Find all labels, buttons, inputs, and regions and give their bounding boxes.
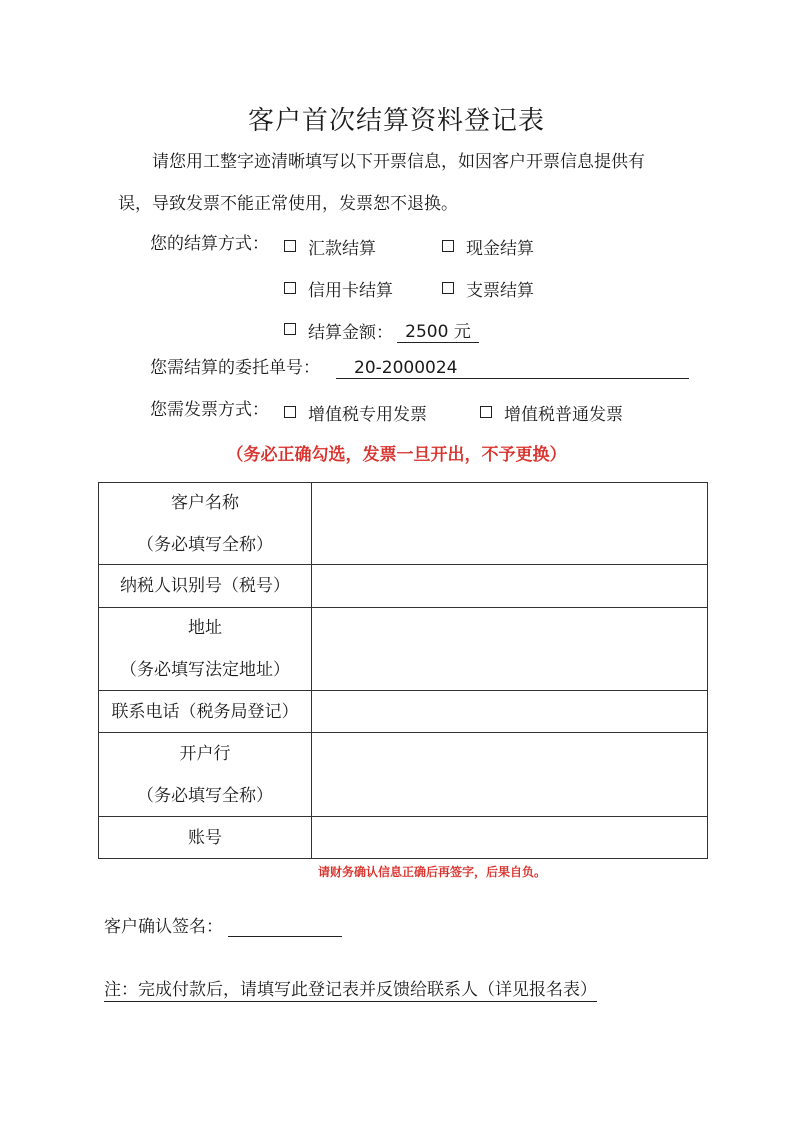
- table-row: [99, 565, 708, 608]
- option-label: 汇款结算: [308, 239, 376, 259]
- invoice-type-label: 您需发票方式：: [150, 400, 269, 420]
- intro-line-2: 误，导致发票不能正常使用，发票恕不退换。: [118, 194, 458, 214]
- checkbox[interactable]: [480, 406, 492, 418]
- footer-note: 注：完成付款后，请填写此登记表并反馈给联系人（详见报名表）: [104, 975, 597, 1002]
- billing-info-table: [98, 482, 708, 859]
- page-title: 客户首次结算资料登记表: [247, 106, 545, 136]
- row-title: 客户名称: [171, 492, 239, 513]
- signature-row: [104, 912, 342, 937]
- settlement-option-check[interactable]: [442, 276, 534, 301]
- amount-label: 结算金额：: [308, 322, 393, 343]
- checkbox[interactable]: [284, 323, 296, 335]
- row-title: 开户行: [179, 743, 231, 764]
- order-number-field[interactable]: [336, 358, 689, 379]
- row-label: [99, 817, 312, 859]
- tax-id-field[interactable]: [312, 565, 708, 608]
- customer-name-field[interactable]: [312, 483, 708, 565]
- row-title: 联系电话（税务局登记）: [111, 701, 299, 722]
- address-field[interactable]: [312, 608, 708, 691]
- order-number-value: 20-2000024: [354, 358, 458, 378]
- settlement-option-credit-card[interactable]: [284, 276, 393, 301]
- checkbox[interactable]: [284, 282, 296, 294]
- table-row: [99, 733, 708, 817]
- row-title: 地址: [188, 618, 222, 638]
- invoice-option-normal[interactable]: [480, 400, 623, 425]
- row-label: [99, 733, 312, 817]
- table-row: [99, 483, 708, 565]
- row-label: [99, 691, 312, 733]
- invoice-option-special[interactable]: [284, 400, 427, 425]
- option-label: 支票结算: [466, 281, 534, 301]
- table-row: [99, 608, 708, 691]
- checkbox[interactable]: [442, 282, 454, 294]
- row-label: [99, 608, 312, 691]
- option-label: 增值税专用发票: [308, 405, 427, 425]
- checkbox[interactable]: [284, 406, 296, 418]
- settlement-option-wire[interactable]: [284, 234, 376, 259]
- row-label: [99, 565, 312, 608]
- invoice-warning: （务必正确勾选，发票一旦开出，不予更换）: [226, 445, 567, 465]
- signature-field[interactable]: [228, 918, 342, 937]
- table-row: [99, 817, 708, 859]
- settlement-amount[interactable]: [284, 317, 479, 343]
- option-label: 现金结算: [466, 239, 534, 259]
- order-number-label: 您需结算的委托单号：: [150, 358, 320, 378]
- row-hint: （务必填写全称）: [137, 785, 273, 806]
- row-hint: （务必填写法定地址）: [120, 660, 290, 680]
- phone-field[interactable]: [312, 691, 708, 733]
- signature-label: 客户确认签名：: [104, 917, 223, 937]
- amount-value: 2500 元: [397, 317, 479, 343]
- row-title: 纳税人识别号（税号）: [120, 576, 290, 596]
- row-hint: （务必填写全称）: [137, 534, 273, 555]
- finance-note: 请财务确认信息正确后再签字，后果自负。: [318, 865, 547, 879]
- table-row: [99, 691, 708, 733]
- row-label: [99, 483, 312, 565]
- settlement-option-cash[interactable]: [442, 234, 534, 259]
- checkbox[interactable]: [442, 240, 454, 252]
- option-label: 信用卡结算: [308, 281, 393, 301]
- bank-field[interactable]: [312, 733, 708, 817]
- row-title: 账号: [188, 827, 222, 848]
- option-label: 增值税普通发票: [504, 405, 623, 425]
- checkbox[interactable]: [284, 240, 296, 252]
- account-number-field[interactable]: [312, 817, 708, 859]
- settlement-label: 您的结算方式：: [150, 234, 269, 254]
- intro-line-1: 请您用工整字迹清晰填写以下开票信息，如因客户开票信息提供有: [152, 152, 645, 172]
